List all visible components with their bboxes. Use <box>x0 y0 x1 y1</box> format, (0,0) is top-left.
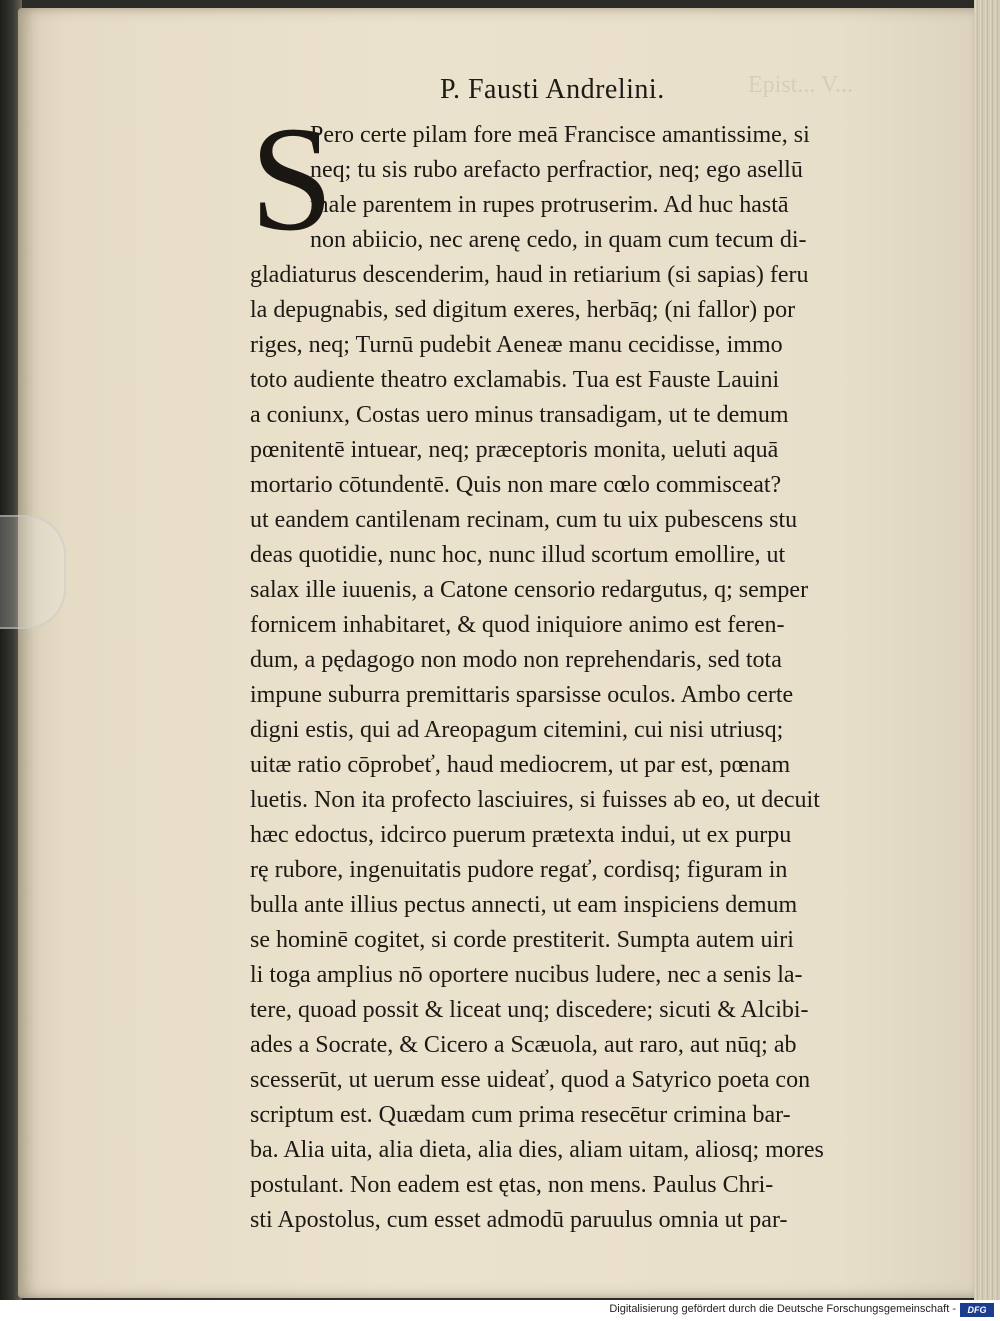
text-line: postulant. Non eadem est ętas, non mens. Paulus Chri- <box>250 1172 774 1198</box>
text-line: riges, neq; Turnū pudebit Aeneæ manu cecidisse, immo <box>250 332 783 358</box>
text-line: se hominē cogitet, si corde prestiterit. Sumpta autem uiri <box>250 927 794 953</box>
text-line: mortario cōtundentē. Quis non mare cœlo commisceat? <box>250 472 782 498</box>
text-line: uitæ ratio cōprobeť, haud mediocrem, ut par est, pœnam <box>250 752 791 778</box>
page-stack-edge <box>974 0 1000 1300</box>
page-clip <box>0 515 66 629</box>
text-line: ades a Socrate, & Cicero a Scæuola, aut raro, aut nūq; ab <box>250 1032 797 1058</box>
drop-cap: S <box>250 96 334 262</box>
dfg-logo: DFG <box>960 1303 994 1317</box>
body-text <box>250 118 880 1238</box>
text-line: salax ille iuuenis, a Catone censorio redargutus, q; semper <box>250 577 809 603</box>
text-line: scesserūt, ut uerum esse uideať, quod a Satyrico poeta con <box>250 1067 811 1093</box>
text-line: scriptum est. Quædam cum prima resecētur crimina bar- <box>250 1102 791 1128</box>
text-line: digni estis, qui ad Areopagum citemini, cui nisi utriusq; <box>250 717 784 743</box>
text-line: luetis. Non ita profecto lasciuires, si fuisses ab eo, ut decuit <box>250 787 820 813</box>
text-line: bulla ante illius pectus annecti, ut eam inspiciens demum <box>250 892 798 918</box>
text-line: male parentem in rupes protruserim. Ad huc hastā <box>310 192 789 218</box>
text-line: li toga amplius nō oportere nucibus ludere, nec a senis la- <box>250 962 803 988</box>
text-line: tere, quoad possit & liceat unq; discedere; sicuti & Alcibi- <box>250 997 809 1023</box>
text-line: deas quotidie, nunc hoc, nunc illud scortum emollire, ut <box>250 542 786 568</box>
bleed-through-header: Epist... V... <box>748 72 854 98</box>
text-line: rę rubore, ingenuitatis pudore regať, cordisq; figuram in <box>250 857 788 883</box>
footer-bar <box>0 1300 1000 1321</box>
text-line: gladiaturus descenderim, haud in retiarium (si sapias) feru <box>250 262 809 288</box>
text-line: hæc edoctus, idcirco puerum prætexta indui, ut ex purpu <box>250 822 792 848</box>
text-line: sti Apostolus, cum esset admodū paruulus omnia ut par- <box>250 1207 788 1233</box>
text-line: toto audiente theatro exclamabis. Tua est Fauste Lauini <box>250 367 780 393</box>
text-line: pœnitentē intuear, neq; præceptoris monita, ueluti aquā <box>250 437 779 463</box>
text-line: a coniunx, Costas uero minus transadigam, ut te demum <box>250 402 789 428</box>
text-line: impune suburra premittaris sparsisse oculos. Ambo certe <box>250 682 794 708</box>
text-line: dum, a pędagogo non modo non reprehendaris, sed tota <box>250 647 782 673</box>
text-line: non abiicio, nec arenę cedo, in quam cum tecum di- <box>310 227 807 253</box>
text-line: ut eandem cantilenam recinam, cum tu uix pubescens stu <box>250 507 798 533</box>
text-line: ba. Alia uita, alia dieta, alia dies, aliam uitam, aliosq; mores <box>250 1137 824 1163</box>
text-line: fornicem inhabitaret, & quod iniquiore animo est feren- <box>250 612 785 638</box>
running-header: P. Fausti Andrelini. <box>440 74 665 105</box>
text-line: neq; tu sis rubo arefacto perfractior, neq; ego asellū <box>310 157 803 183</box>
funding-credit: Digitalisierung gefördert durch die Deutsche Forschungsgemeinschaft - <box>609 1303 956 1315</box>
text-line: la depugnabis, sed digitum exeres, herbāq; (ni fallor) por <box>250 297 796 323</box>
text-line: Pero certe pilam fore meā Francisce amantissime, si <box>310 122 810 148</box>
